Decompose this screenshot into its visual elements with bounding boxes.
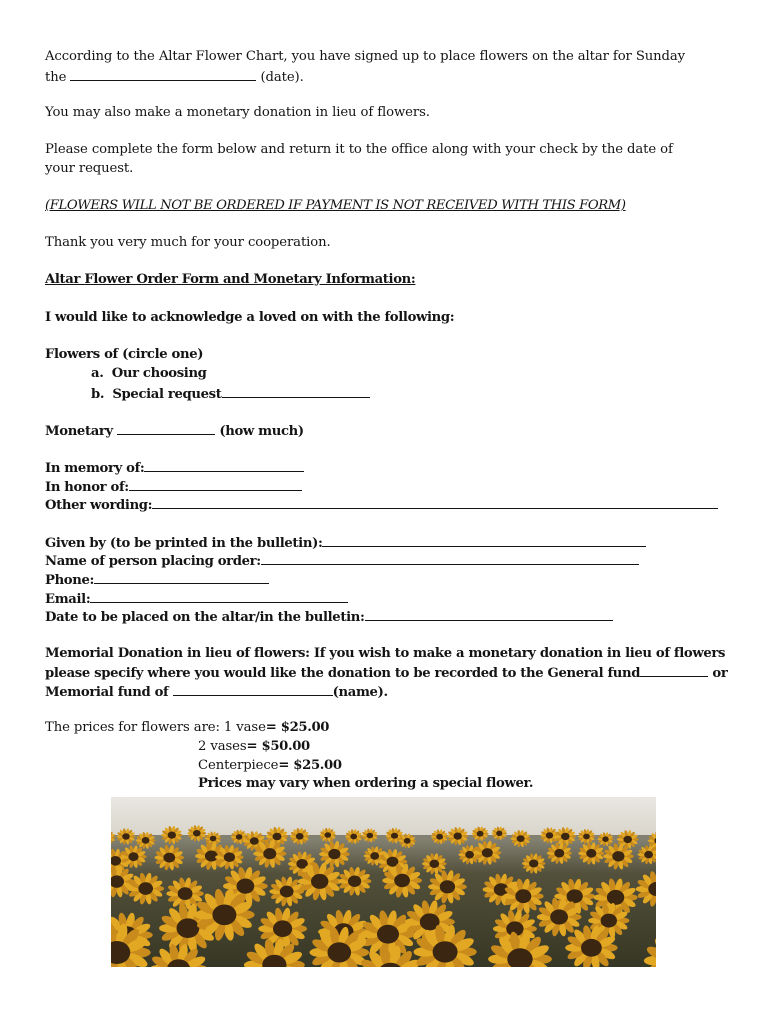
option-our-choosing[interactable]: a. Our choosing xyxy=(91,366,207,381)
prices-row-3: Centerpiece= $25.00 xyxy=(198,758,342,773)
flowers-label: Flowers of (circle one) xyxy=(45,347,204,362)
in-memory-field[interactable] xyxy=(144,458,304,472)
email-row: Email: xyxy=(45,589,348,610)
donation-note: You may also make a monetary donation in lieu of flowers. xyxy=(45,105,430,120)
intro-line-1: According to the Altar Flower Chart, you have signed up to place flowers on the altar for Sunday xyxy=(45,49,686,64)
phone-field[interactable] xyxy=(94,570,269,584)
in-memory-row: In memory of: xyxy=(45,458,304,479)
given-by-row: Given by (to be printed in the bulletin): xyxy=(45,533,646,554)
memorial-line-3: Memorial fund of (name). xyxy=(45,682,388,703)
given-by-field[interactable] xyxy=(322,533,646,547)
name-field[interactable] xyxy=(261,551,639,565)
sunflower-field-image xyxy=(111,797,656,967)
other-wording-field[interactable] xyxy=(152,495,718,509)
email-field[interactable] xyxy=(90,589,348,603)
sunday-date-field[interactable] xyxy=(70,67,256,81)
form-heading: Altar Flower Order Form and Monetary Information: xyxy=(45,272,416,287)
prices-row-1: The prices for flowers are: 1 vase= $25.00 xyxy=(45,720,330,735)
date-row: Date to be placed on the altar/in the bulletin: xyxy=(45,607,613,628)
prices-row-2: 2 vases= $50.00 xyxy=(198,739,310,754)
acknowledge-text: I would like to acknowledge a loved on with the following: xyxy=(45,310,455,325)
memorial-line-1: Memorial Donation in lieu of flowers: If you wish to make a monetary donation in lieu of flowers xyxy=(45,646,726,661)
monetary-amount-field[interactable] xyxy=(117,421,215,435)
memorial-fund-field[interactable] xyxy=(173,682,333,696)
monetary-row: Monetary (how much) xyxy=(45,421,304,442)
general-fund-field[interactable] xyxy=(640,663,708,677)
memorial-line-2: please specify where you would like the donation to be recorded to the General fund or xyxy=(45,663,727,684)
in-honor-field[interactable] xyxy=(129,477,302,491)
intro-line-2: the (date). xyxy=(45,67,304,88)
name-row: Name of person placing order: xyxy=(45,551,639,572)
phone-row: Phone: xyxy=(45,570,269,591)
prices-note: Prices may vary when ordering a special flower. xyxy=(198,776,534,791)
instructions-line-2: your request. xyxy=(45,161,134,176)
thanks-text: Thank you very much for your cooperation. xyxy=(45,235,331,250)
instructions-line-1: Please complete the form below and return it to the office along with your check by the date of xyxy=(45,142,673,157)
date-field[interactable] xyxy=(365,607,613,621)
payment-warning: (FLOWERS WILL NOT BE ORDERED IF PAYMENT IS NOT RECEIVED WITH THIS FORM) xyxy=(45,198,626,213)
in-honor-row: In honor of: xyxy=(45,477,302,498)
other-wording-row: Other wording: xyxy=(45,495,718,516)
special-request-field[interactable] xyxy=(222,384,370,398)
option-special-request[interactable]: b. Special request xyxy=(91,384,370,405)
